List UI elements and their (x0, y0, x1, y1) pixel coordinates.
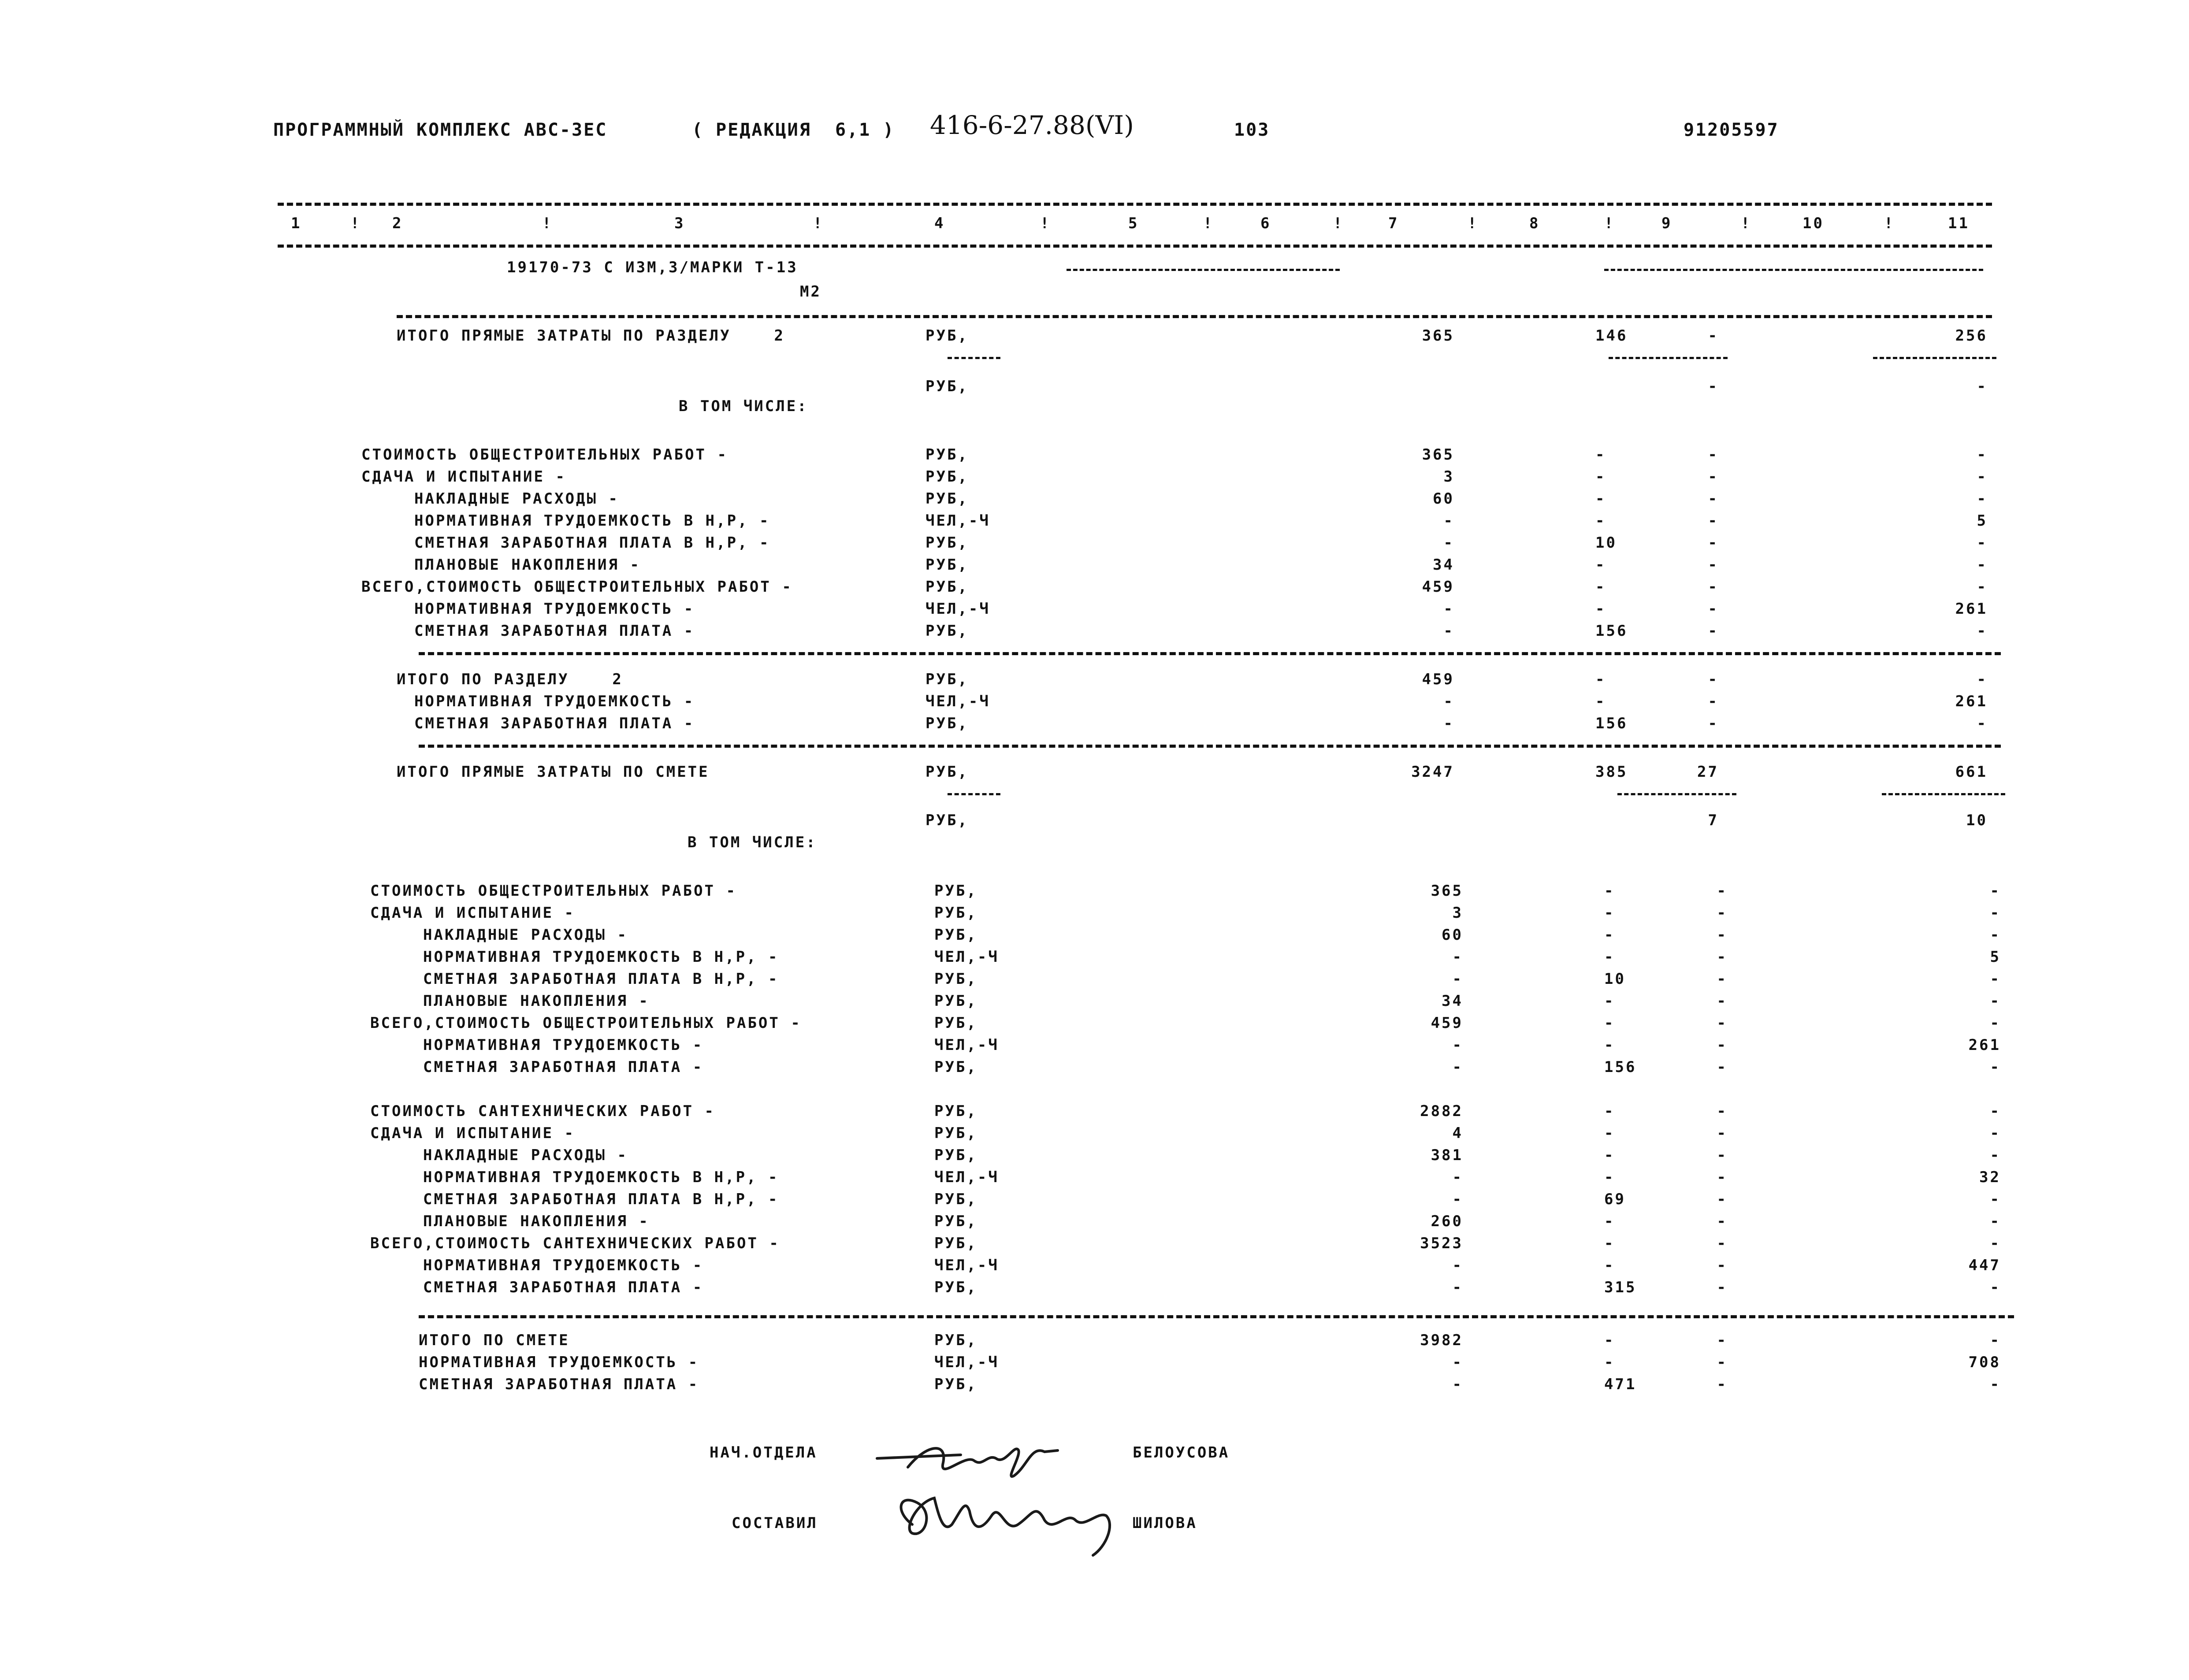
row-value-c11: - (1990, 1235, 2001, 1252)
row-value-c8: - (1595, 556, 1606, 574)
row-label: В ТОМ ЧИСЛЕ: (679, 397, 808, 415)
edition-label: ( РЕДАКЦИЯ 6,1 ) (692, 120, 895, 140)
table-top-rule (278, 203, 1992, 206)
row-value-c7: 365 (1422, 327, 1454, 345)
section-rule (419, 652, 2001, 655)
row-unit: РУБ, (925, 468, 969, 486)
row-unit: РУБ, (934, 992, 977, 1010)
column-separator: ! (1604, 215, 1615, 232)
row-unit: РУБ, (934, 1014, 977, 1032)
row-value-c7: - (1452, 948, 1463, 966)
row-unit: РУБ, (925, 446, 969, 464)
row-value-c11: - (1990, 904, 2001, 922)
row-value-c7: 60 (1442, 926, 1463, 944)
row-value-c9: - (1708, 693, 1719, 710)
row-label: СДАЧА И ИСПЫТАНИЕ - (370, 1124, 575, 1142)
row-value-c8: 156 (1604, 1058, 1637, 1076)
row-label: ПЛАНОВЫЕ НАКОПЛЕНИЯ - (423, 1213, 650, 1230)
row-value-c9: - (1717, 970, 1728, 988)
row-value-c11: - (1990, 1014, 2001, 1032)
row-label: НОРМАТИВНАЯ ТРУДОЕМКОСТЬ - (414, 693, 695, 710)
row-value-c11: - (1977, 556, 1988, 574)
row-label: ПЛАНОВЫЕ НАКОПЛЕНИЯ - (414, 556, 641, 574)
head-name: БЕЛОУСОВА (1133, 1444, 1230, 1461)
row-value-c8: - (1604, 1235, 1615, 1252)
column-header-8: 8 (1529, 215, 1540, 232)
column-header-rule (278, 245, 1992, 248)
row-value-c7: - (1452, 1354, 1463, 1371)
row-value-c8: 10 (1595, 534, 1617, 552)
row-value-c7: 365 (1422, 446, 1454, 464)
row-value-c7: - (1443, 693, 1454, 710)
row-value-c9: - (1717, 1124, 1728, 1142)
row-unit: РУБ, (934, 970, 977, 988)
head-label: НАЧ.ОТДЕЛА (710, 1444, 818, 1461)
row-label: НАКЛАДНЫЕ РАСХОДЫ - (423, 1146, 628, 1164)
row-value-c9: - (1708, 490, 1719, 508)
column-header-4: 4 (934, 215, 945, 232)
row-value-c11: 32 (1979, 1168, 2001, 1186)
program-name: ПРОГРАММНЫЙ КОМПЛЕКС АВС-ЗЕС (273, 120, 608, 140)
row-unit: ЧЕЛ,-Ч (925, 600, 990, 618)
row-value-c7: 4 (1452, 1124, 1463, 1142)
row-label: НОРМАТИВНАЯ ТРУДОЕМКОСТЬ В Н,Р, - (423, 1168, 779, 1186)
row-value-c11: 447 (1968, 1257, 2001, 1274)
row-value-c11: - (1990, 992, 2001, 1010)
row-unit: РУБ, (934, 1102, 977, 1120)
row-value-c8: 385 (1595, 763, 1628, 781)
row-value-c11: - (1977, 468, 1988, 486)
row-value-c7: - (1443, 512, 1454, 530)
row-value-c8: - (1604, 1014, 1615, 1032)
row-unit: РУБ, (925, 763, 969, 781)
row-value-c11: 5 (1990, 948, 2001, 966)
row-value-c11: 5 (1977, 512, 1988, 530)
column-header-2: 2 (392, 215, 403, 232)
row-value-c7: 60 (1433, 490, 1454, 508)
row-value-c9: - (1717, 1146, 1728, 1164)
row-value-c7: - (1452, 1190, 1463, 1208)
row-value-c9: - (1717, 1014, 1728, 1032)
row-value-c11: 661 (1955, 763, 1988, 781)
row-value-c9: - (1717, 1331, 1728, 1349)
row-value-c7: 459 (1422, 578, 1454, 596)
row-label: СТОИМОСТЬ ОБЩЕСТРОИТЕЛЬНЫХ РАБОТ - (370, 882, 737, 900)
row-value-c11: - (1977, 490, 1988, 508)
row-label: СМЕТНАЯ ЗАРАБОТНАЯ ПЛАТА В Н,Р, - (414, 534, 770, 552)
column-separator: ! (1468, 215, 1479, 232)
row-value-c8: - (1604, 1102, 1615, 1120)
marker-rule (1067, 269, 1340, 271)
row-unit: РУБ, (934, 1235, 977, 1252)
row-value-c8: - (1604, 882, 1615, 900)
row-value-c11: - (1977, 446, 1988, 464)
row-value-c8: - (1604, 1146, 1615, 1164)
row-label: НАКЛАДНЫЕ РАСХОДЫ - (423, 926, 628, 944)
row-value-c11: - (1990, 1146, 2001, 1164)
row-label: СДАЧА И ИСПЫТАНИЕ - (370, 904, 575, 922)
row-unit: РУБ, (925, 715, 969, 732)
row-label: НОРМАТИВНАЯ ТРУДОЕМКОСТЬ - (419, 1354, 699, 1371)
row-value-c9: - (1708, 671, 1719, 688)
row-unit: РУБ, (934, 1213, 977, 1230)
row-value-c9: - (1717, 1257, 1728, 1274)
row-value-c7: 459 (1431, 1014, 1463, 1032)
row-unit: РУБ, (934, 1124, 977, 1142)
row-value-c11: - (1990, 1102, 2001, 1120)
row-label: СМЕТНАЯ ЗАРАБОТНАЯ ПЛАТА - (414, 622, 695, 640)
row-value-c9: - (1708, 446, 1719, 464)
row-value-c11: - (1977, 578, 1988, 596)
row-label: СМЕТНАЯ ЗАРАБОТНАЯ ПЛАТА В Н,Р, - (423, 970, 779, 988)
row-value-c9: - (1717, 1213, 1728, 1230)
row-unit: РУБ, (934, 1190, 977, 1208)
row-value-c11: - (1990, 970, 2001, 988)
row-value-c8: 156 (1595, 715, 1628, 732)
row-label: СМЕТНАЯ ЗАРАБОТНАЯ ПЛАТА - (414, 715, 695, 732)
column-header-3: 3 (674, 215, 685, 232)
sub-rule (1873, 357, 1996, 359)
row-value-c11: - (1990, 1213, 2001, 1230)
row-label: НОРМАТИВНАЯ ТРУДОЕМКОСТЬ - (423, 1036, 704, 1054)
row-value-c7: 3247 (1411, 763, 1454, 781)
row-value-c7: - (1452, 1257, 1463, 1274)
row-value-c8: - (1604, 904, 1615, 922)
row-unit: РУБ, (925, 556, 969, 574)
row-value-c7: 381 (1431, 1146, 1463, 1164)
row-value-c7: - (1443, 534, 1454, 552)
row-value-c11: - (1977, 378, 1988, 395)
row-value-c7: - (1452, 970, 1463, 988)
row-value-c9: - (1708, 556, 1719, 574)
row-unit: РУБ, (925, 534, 969, 552)
row-value-c8: - (1604, 1331, 1615, 1349)
row-value-c8: - (1595, 446, 1606, 464)
row-value-c7: - (1443, 600, 1454, 618)
row-label: ИТОГО ПРЯМЫЕ ЗАТРАТЫ ПО СМЕТЕ (397, 763, 710, 781)
row-value-c11: - (1990, 1190, 2001, 1208)
row-unit: РУБ, (934, 1058, 977, 1076)
row-value-c8: 10 (1604, 970, 1626, 988)
row-unit: ЧЕЛ,-Ч (934, 1036, 999, 1054)
row-label: НОРМАТИВНАЯ ТРУДОЕМКОСТЬ - (414, 600, 695, 618)
row-value-c9: - (1708, 622, 1719, 640)
row-value-c7: - (1452, 1036, 1463, 1054)
author-name: ШИЛОВА (1133, 1514, 1197, 1532)
row-label: ИТОГО ПО РАЗДЕЛУ 2 (397, 671, 623, 688)
row-value-c8: - (1604, 1213, 1615, 1230)
row-value-c7: 459 (1422, 671, 1454, 688)
row-value-c9: - (1717, 1279, 1728, 1296)
row-label: ВСЕГО,СТОИМОСТЬ ОБЩЕСТРОИТЕЛЬНЫХ РАБОТ - (370, 1014, 802, 1032)
row-value-c11: - (1990, 882, 2001, 900)
row-unit: ЧЕЛ,-Ч (934, 1168, 999, 1186)
row-value-c8: - (1595, 693, 1606, 710)
row-value-c8: 69 (1604, 1190, 1626, 1208)
row-unit: РУБ, (925, 490, 969, 508)
row-value-c11: 261 (1955, 693, 1988, 710)
row-unit: РУБ, (934, 1331, 977, 1349)
row-value-c7: 260 (1431, 1213, 1463, 1230)
row-value-c7: 3 (1452, 904, 1463, 922)
row-value-c7: 34 (1433, 556, 1454, 574)
row-value-c9: - (1717, 948, 1728, 966)
row-value-c9: - (1708, 327, 1719, 345)
row-unit: РУБ, (934, 1376, 977, 1393)
row-label: СМЕТНАЯ ЗАРАБОТНАЯ ПЛАТА В Н,Р, - (423, 1190, 779, 1208)
sub-rule (948, 357, 1000, 359)
row-value-c11: - (1990, 1058, 2001, 1076)
row-value-c9: - (1717, 926, 1728, 944)
head-signature-icon (873, 1428, 1075, 1489)
row-value-c8: - (1604, 948, 1615, 966)
row-value-c8: 146 (1595, 327, 1628, 345)
row-label: СМЕТНАЯ ЗАРАБОТНАЯ ПЛАТА - (423, 1058, 704, 1076)
row-value-c11: 261 (1968, 1036, 2001, 1054)
column-separator: ! (1040, 215, 1051, 232)
row-unit: ЧЕЛ,-Ч (934, 948, 999, 966)
row-value-c7: 3982 (1420, 1331, 1463, 1349)
section-rule (397, 315, 1992, 318)
row-label: НОРМАТИВНАЯ ТРУДОЕМКОСТЬ В Н,Р, - (423, 948, 779, 966)
sub-rule (1617, 793, 1736, 795)
sub-rule (1882, 793, 2005, 795)
section-rule (419, 1315, 2014, 1318)
row-value-c11: - (1990, 1331, 2001, 1349)
row-label: ВСЕГО,СТОИМОСТЬ САНТЕХНИЧЕСКИХ РАБОТ - (370, 1235, 780, 1252)
row-value-c7: 3 (1443, 468, 1454, 486)
row-label: СДАЧА И ИСПЫТАНИЕ - (361, 468, 566, 486)
row-unit: РУБ, (934, 1146, 977, 1164)
row-unit: ЧЕЛ,-Ч (934, 1354, 999, 1371)
page-number: 103 (1234, 120, 1270, 140)
row-value-c9: - (1708, 512, 1719, 530)
row-label: СТОИМОСТЬ ОБЩЕСТРОИТЕЛЬНЫХ РАБОТ - (361, 446, 728, 464)
row-value-c9: - (1708, 600, 1719, 618)
row-label: ИТОГО ПО СМЕТЕ (419, 1331, 570, 1349)
row-value-c9: - (1717, 1102, 1728, 1120)
document-number: 91205597 (1684, 120, 1779, 140)
column-separator: ! (813, 215, 824, 232)
row-value-c11: - (1977, 671, 1988, 688)
row-value-c7: 2882 (1420, 1102, 1463, 1120)
row-unit: РУБ, (925, 622, 969, 640)
row-value-c8: - (1595, 671, 1606, 688)
section-unit: М2 (800, 283, 821, 300)
sub-rule (1609, 357, 1728, 359)
row-value-c11: - (1977, 534, 1988, 552)
handwritten-doc-code: 416-6-27.88(VI) (930, 110, 1134, 140)
column-header-6: 6 (1260, 215, 1271, 232)
row-label: НОРМАТИВНАЯ ТРУДОЕМКОСТЬ В Н,Р, - (414, 512, 770, 530)
section-marker: 19170-73 С ИЗМ,3/МАРКИ Т-13 (507, 259, 798, 276)
row-value-c11: 10 (1966, 812, 1988, 829)
row-value-c8: - (1595, 600, 1606, 618)
row-value-c9: - (1708, 468, 1719, 486)
column-header-11: 11 (1948, 215, 1970, 232)
column-separator: ! (350, 215, 361, 232)
row-label: В ТОМ ЧИСЛЕ: (688, 834, 817, 851)
row-value-c11: 708 (1968, 1354, 2001, 1371)
row-value-c11: - (1977, 715, 1988, 732)
row-value-c8: 156 (1595, 622, 1628, 640)
row-value-c9: - (1717, 1058, 1728, 1076)
row-value-c9: - (1717, 904, 1728, 922)
row-value-c9: - (1708, 378, 1719, 395)
row-value-c9: - (1717, 882, 1728, 900)
row-value-c8: - (1604, 1124, 1615, 1142)
row-value-c8: - (1595, 578, 1606, 596)
row-value-c7: 34 (1442, 992, 1463, 1010)
row-value-c9: - (1717, 992, 1728, 1010)
row-value-c8: 315 (1604, 1279, 1637, 1296)
row-unit: РУБ, (925, 378, 969, 395)
row-value-c11: 261 (1955, 600, 1988, 618)
column-header-5: 5 (1128, 215, 1139, 232)
row-value-c9: - (1717, 1036, 1728, 1054)
row-value-c8: - (1604, 926, 1615, 944)
column-separator: ! (1741, 215, 1752, 232)
row-label: СТОИМОСТЬ САНТЕХНИЧЕСКИХ РАБОТ - (370, 1102, 716, 1120)
column-header-1: 1 (291, 215, 302, 232)
row-unit: РУБ, (934, 926, 977, 944)
row-value-c7: - (1443, 622, 1454, 640)
row-value-c11: - (1990, 1124, 2001, 1142)
row-value-c11: 256 (1955, 327, 1988, 345)
row-value-c7: - (1452, 1168, 1463, 1186)
row-value-c9: - (1717, 1235, 1728, 1252)
row-value-c9: - (1717, 1190, 1728, 1208)
column-separator: ! (1203, 215, 1214, 232)
row-label: СМЕТНАЯ ЗАРАБОТНАЯ ПЛАТА - (419, 1376, 699, 1393)
row-label: ВСЕГО,СТОИМОСТЬ ОБЩЕСТРОИТЕЛЬНЫХ РАБОТ - (361, 578, 793, 596)
row-label: НОРМАТИВНАЯ ТРУДОЕМКОСТЬ - (423, 1257, 704, 1274)
row-value-c8: - (1604, 1168, 1615, 1186)
row-value-c11: - (1990, 1376, 2001, 1393)
section-rule (419, 745, 2001, 748)
row-value-c7: - (1452, 1058, 1463, 1076)
row-label: ПЛАНОВЫЕ НАКОПЛЕНИЯ - (423, 992, 650, 1010)
row-value-c9: - (1708, 715, 1719, 732)
row-value-c8: 471 (1604, 1376, 1637, 1393)
row-value-c7: - (1452, 1376, 1463, 1393)
row-value-c8: - (1604, 992, 1615, 1010)
row-unit: РУБ, (925, 578, 969, 596)
row-value-c8: - (1595, 490, 1606, 508)
row-label: НАКЛАДНЫЕ РАСХОДЫ - (414, 490, 619, 508)
row-unit: РУБ, (925, 327, 969, 345)
column-separator: ! (1333, 215, 1344, 232)
row-unit: ЧЕЛ,-Ч (925, 693, 990, 710)
column-separator: ! (1884, 215, 1895, 232)
row-value-c11: - (1977, 622, 1988, 640)
row-value-c8: - (1604, 1257, 1615, 1274)
row-value-c9: 27 (1697, 763, 1719, 781)
row-value-c7: - (1443, 715, 1454, 732)
row-value-c9: - (1717, 1376, 1728, 1393)
column-header-7: 7 (1388, 215, 1399, 232)
row-value-c9: 7 (1708, 812, 1719, 829)
row-value-c9: - (1717, 1354, 1728, 1371)
row-unit: ЧЕЛ,-Ч (925, 512, 990, 530)
author-signature-icon (886, 1485, 1133, 1560)
row-unit: РУБ, (934, 904, 977, 922)
column-header-10: 10 (1802, 215, 1824, 232)
column-separator: ! (542, 215, 553, 232)
row-value-c9: - (1717, 1168, 1728, 1186)
row-label: ИТОГО ПРЯМЫЕ ЗАТРАТЫ ПО РАЗДЕЛУ 2 (397, 327, 785, 345)
row-unit: РУБ, (934, 882, 977, 900)
row-value-c7: 3523 (1420, 1235, 1463, 1252)
row-unit: ЧЕЛ,-Ч (934, 1257, 999, 1274)
row-value-c8: - (1595, 512, 1606, 530)
row-value-c9: - (1708, 578, 1719, 596)
marker-rule (1604, 269, 1983, 271)
sub-rule (948, 793, 1000, 795)
row-value-c8: - (1595, 468, 1606, 486)
row-unit: РУБ, (925, 812, 969, 829)
row-label: СМЕТНАЯ ЗАРАБОТНАЯ ПЛАТА - (423, 1279, 704, 1296)
row-unit: РУБ, (934, 1279, 977, 1296)
row-value-c7: - (1452, 1279, 1463, 1296)
row-value-c8: - (1604, 1354, 1615, 1371)
row-value-c11: - (1990, 1279, 2001, 1296)
column-header-9: 9 (1661, 215, 1672, 232)
row-value-c7: 365 (1431, 882, 1463, 900)
row-value-c9: - (1708, 534, 1719, 552)
author-label: СОСТАВИЛ (732, 1514, 818, 1532)
row-unit: РУБ, (925, 671, 969, 688)
row-value-c11: - (1990, 926, 2001, 944)
row-value-c8: - (1604, 1036, 1615, 1054)
